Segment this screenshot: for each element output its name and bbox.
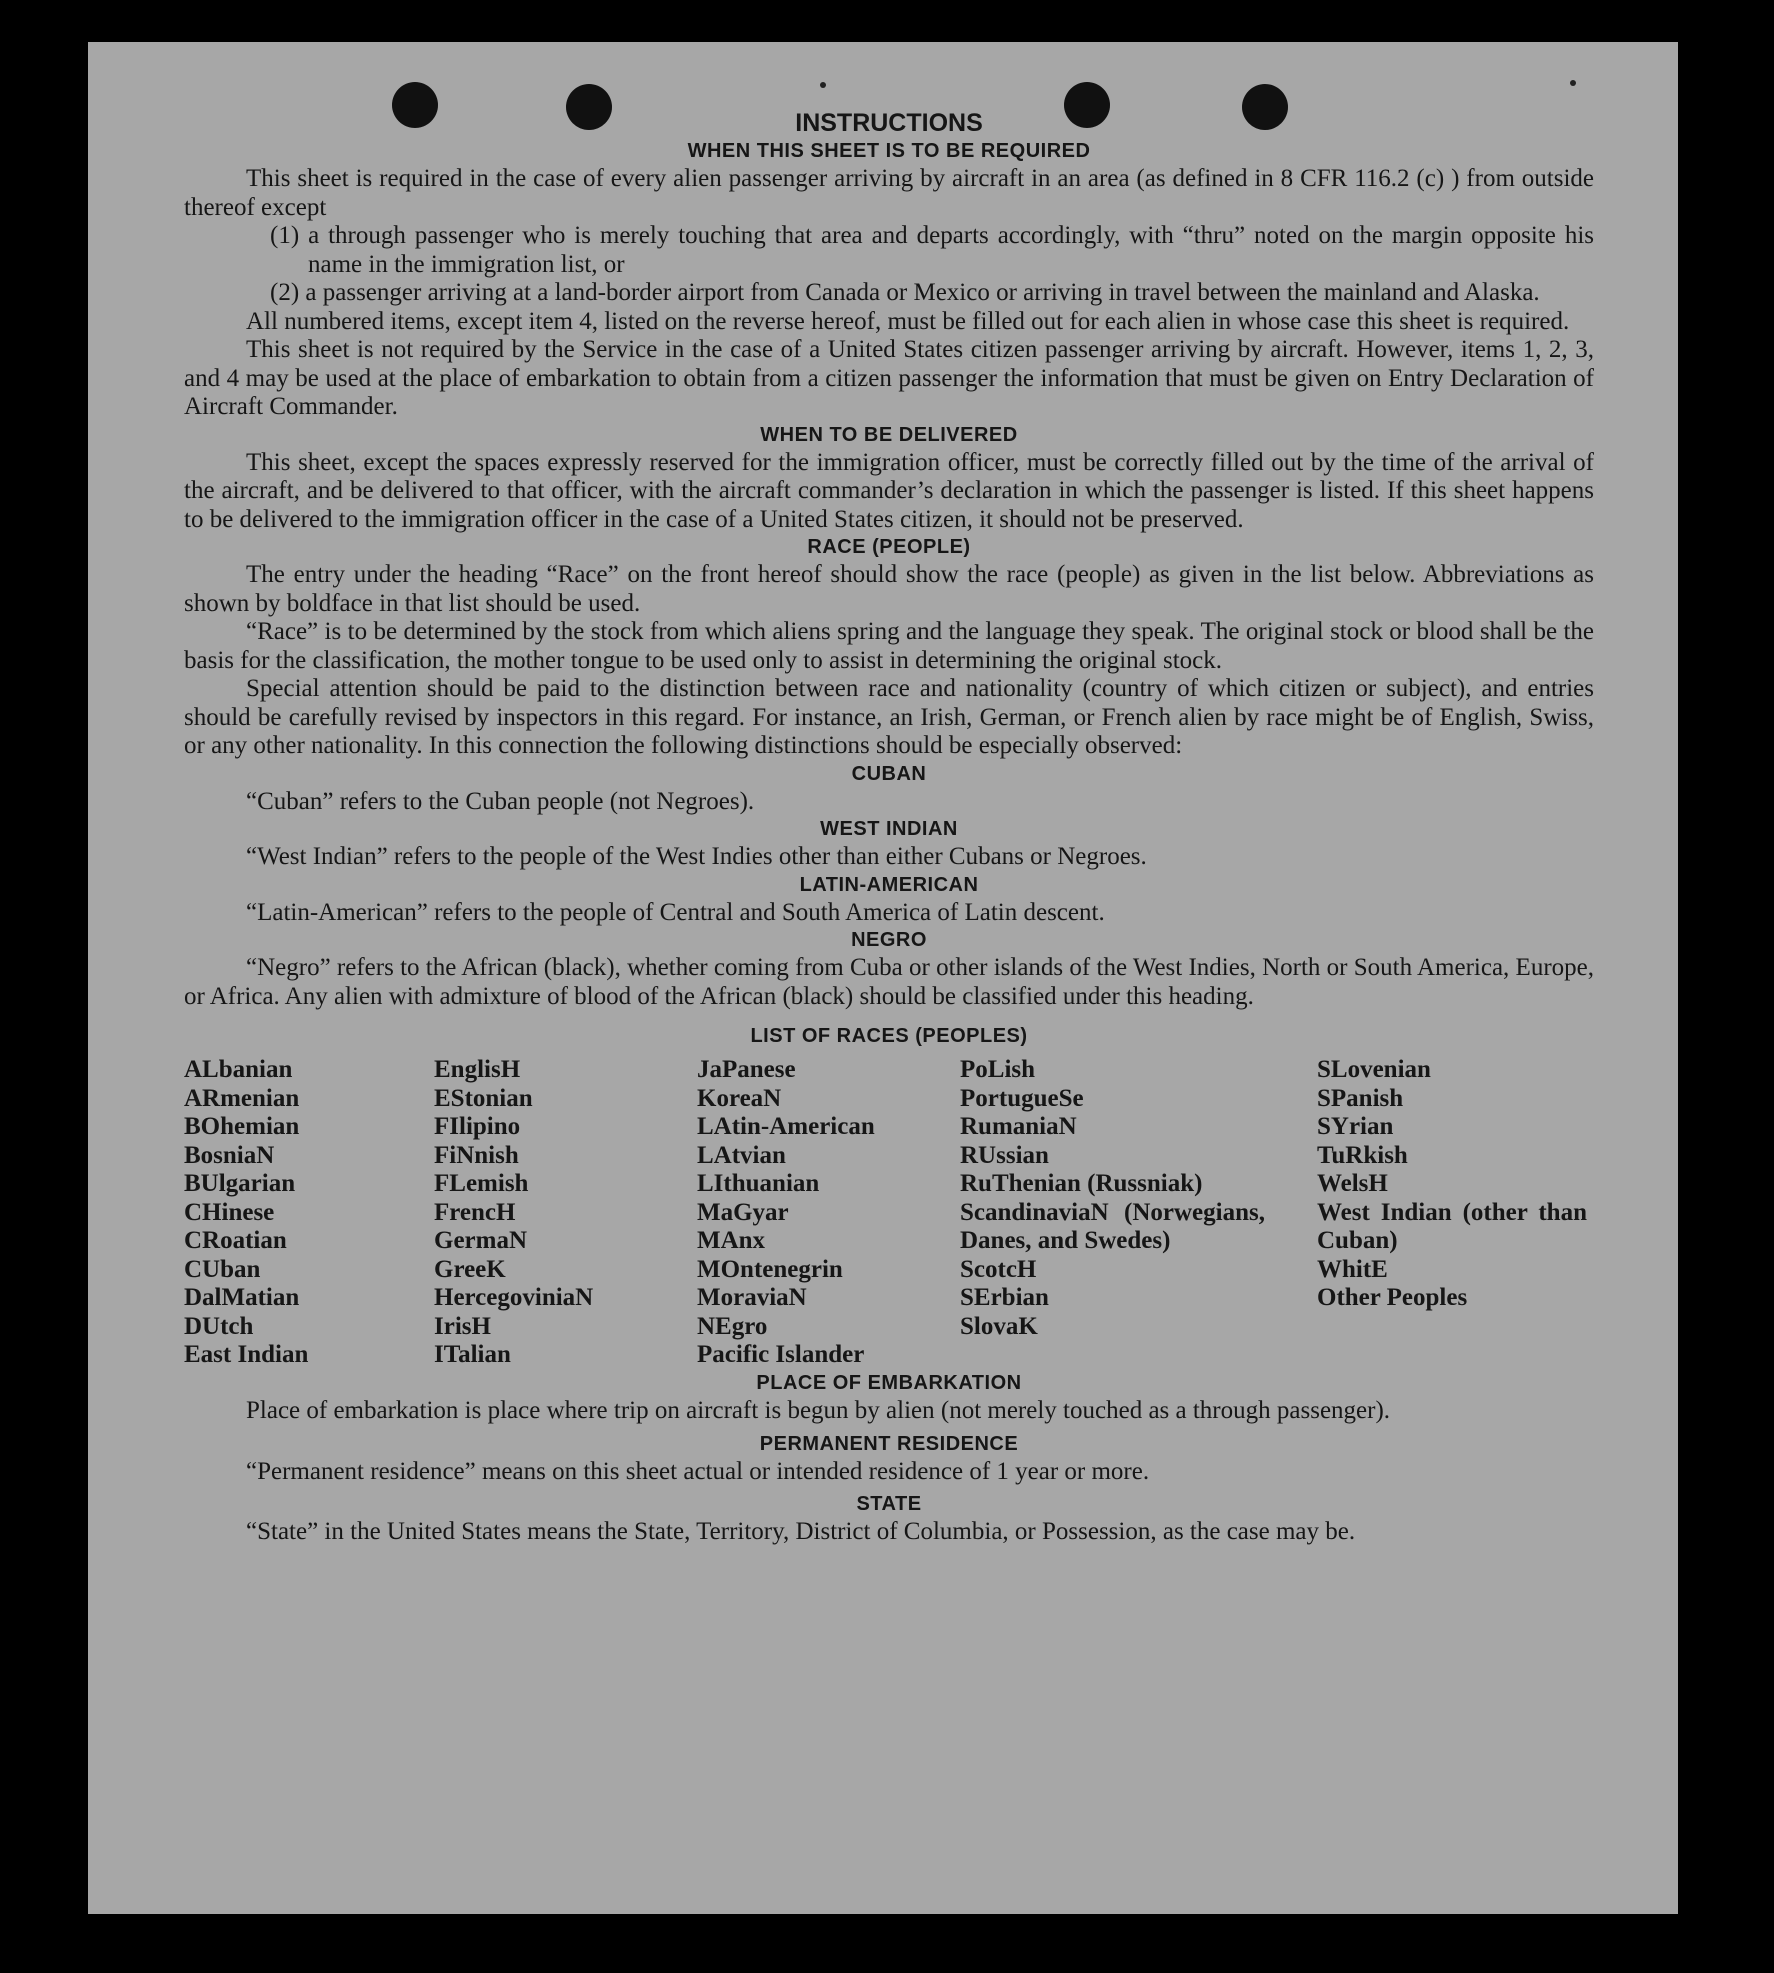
speck bbox=[820, 82, 826, 88]
heading-required: WHEN THIS SHEET IS TO BE REQUIRED bbox=[687, 140, 1091, 162]
race-entry: ARmenian bbox=[184, 1084, 300, 1112]
paragraph: “Cuban” refers to the Cuban people (not Negroes). bbox=[246, 787, 755, 815]
race-entry: BUlgarian bbox=[184, 1170, 296, 1197]
race-entry: HercegoviniaN bbox=[434, 1284, 594, 1311]
race-entry: Pacific Islander bbox=[697, 1341, 865, 1368]
paragraph: “Negro” refers to the African (black), whether coming from Cuba or other islands of the West Indies, North or South America, Europe, or Africa. Any alien with admixture of blood of the African (black) should be classified under this heading. bbox=[184, 954, 1594, 1010]
race-entry: SErbian bbox=[960, 1284, 1049, 1311]
race-column bbox=[1317, 1056, 1587, 1370]
speck bbox=[1570, 80, 1576, 86]
paragraph: This sheet is required in the case of every alien passenger arriving by aircraft in an area (as defined in 8 CFR 116.2 (c) ) from outside thereof except bbox=[184, 165, 1594, 221]
race-entry: SYrian bbox=[1317, 1113, 1394, 1140]
paragraph: This sheet, except the spaces expressly reserved for the immigration officer, must be correctly filled out by the time of the arrival of the aircraft, and be delivered to that officer, with the aircraft commander’s declaration in which the passenger is listed. If this sheet happens to be delivered to the immigration officer in the case of a United States citizen, it should not be preserved. bbox=[184, 448, 1594, 533]
exception-item: (1) a through passenger who is merely touching that area and departs accordingly, with “thru” noted on the margin opposite his name in the immigration list, or bbox=[270, 222, 1594, 278]
race-entry: RUssian bbox=[960, 1141, 1049, 1169]
paragraph: Special attention should be paid to the distinction between race and nationality (country of which citizen or subject), and entries should be carefully revised by inspectors in this regard. For instance, an Irish, German, or French alien by race might be of English, Swiss, or any other nationality. In this connection the following distinctions should be especially observed: bbox=[184, 675, 1594, 759]
heading-delivered: WHEN TO BE DELIVERED bbox=[760, 423, 1018, 446]
race-entry: LAtin-American bbox=[697, 1113, 875, 1140]
paragraph: “Permanent residence” means on this sheet actual or intended residence of 1 year or more. bbox=[246, 1458, 1150, 1485]
race-list bbox=[184, 1056, 1594, 1370]
race-entry: WelsH bbox=[1317, 1170, 1388, 1197]
race-entry: East Indian bbox=[184, 1341, 309, 1368]
heading-negro: NEGRO bbox=[851, 929, 927, 951]
race-entry: SLovenian bbox=[1317, 1056, 1431, 1083]
race-entry: ScotcH bbox=[960, 1255, 1037, 1283]
race-entry: GermaN bbox=[434, 1227, 528, 1254]
paragraph: “Latin-American” refers to the people of Central and South America of Latin descent. bbox=[246, 898, 1105, 926]
race-entry: DUtch bbox=[184, 1312, 254, 1340]
race-entry: ScandinaviaN (Norwegians, Danes, and Swedes) bbox=[960, 1198, 1265, 1254]
race-entry: CRoatian bbox=[184, 1227, 287, 1254]
race-entry: DalMatian bbox=[184, 1284, 300, 1311]
instruction-sheet bbox=[88, 42, 1678, 1914]
race-entry: EnglisH bbox=[434, 1056, 521, 1083]
race-entry: BosniaN bbox=[184, 1141, 275, 1169]
race-column bbox=[434, 1056, 697, 1370]
heading-latin-american: LATIN-AMERICAN bbox=[799, 873, 979, 896]
race-entry: ITalian bbox=[434, 1341, 511, 1368]
race-entry: TuRkish bbox=[1317, 1141, 1408, 1169]
page-title: INSTRUCTIONS bbox=[795, 109, 983, 137]
race-entry: CUban bbox=[184, 1255, 261, 1283]
race-column bbox=[960, 1056, 1265, 1370]
paragraph: “West Indian” refers to the people of the West Indies other than either Cubans or Negroes. bbox=[246, 843, 1147, 870]
race-entry: WhitE bbox=[1317, 1255, 1388, 1283]
paragraph: “Race” is to be determined by the stock from which aliens spring and the language they speak. The original stock or blood shall be the basis for the classification, the mother tongue to be used only to assist in determining the original stock. bbox=[184, 618, 1594, 674]
paragraph: The entry under the heading “Race” on the front hereof should show the race (people) as given in the list below. Abbreviations as shown by boldface in that list should be used. bbox=[184, 561, 1594, 617]
race-column bbox=[184, 1056, 434, 1370]
race-entry: SlovaK bbox=[960, 1312, 1038, 1340]
paragraph: This sheet is not required by the Service in the case of a United States citizen passenger arriving by aircraft. However, items 1, 2, 3, and 4 may be used at the place of embarkation to obtain from a citizen passenger the information that must be given on Entry Declaration of Aircraft Commander. bbox=[184, 336, 1594, 420]
race-column bbox=[697, 1056, 960, 1370]
race-entry: MoraviaN bbox=[697, 1284, 807, 1311]
race-entry: IrisH bbox=[434, 1312, 491, 1340]
document-body bbox=[184, 108, 1594, 1546]
race-entry: BOhemian bbox=[184, 1113, 300, 1140]
heading-cuban: CUBAN bbox=[851, 762, 927, 785]
race-entry: PoLish bbox=[960, 1056, 1036, 1083]
race-entry: SPanish bbox=[1317, 1084, 1404, 1112]
exception-item: (2) a passenger arriving at a land-border airport from Canada or Mexico or arriving in travel between the mainland and Alaska. bbox=[270, 279, 1540, 306]
race-entry: MAnx bbox=[697, 1227, 766, 1254]
heading-west-indian: WEST INDIAN bbox=[820, 818, 958, 840]
race-entry: KoreaN bbox=[697, 1084, 782, 1112]
race-entry: FIlipino bbox=[434, 1113, 521, 1140]
race-entry: PortugueSe bbox=[960, 1084, 1084, 1112]
race-entry: FLemish bbox=[434, 1170, 529, 1197]
race-entry: EStonian bbox=[434, 1084, 533, 1112]
race-entry: CHinese bbox=[184, 1198, 275, 1226]
heading-list-of-races: LIST OF RACES (PEOPLES) bbox=[750, 1025, 1028, 1047]
race-entry: FiNnish bbox=[434, 1141, 519, 1169]
paragraph: All numbered items, except item 4, listed on the reverse hereof, must be filled out for each alien in whose case this sheet is required. bbox=[246, 307, 1570, 335]
paragraph: Place of embarkation is place where trip on aircraft is begun by alien (not merely touched as a through passenger). bbox=[246, 1396, 1391, 1424]
race-entry: NEgro bbox=[697, 1312, 768, 1340]
heading-embarkation: PLACE OF EMBARKATION bbox=[756, 1371, 1022, 1394]
race-entry: LIthuanian bbox=[697, 1170, 820, 1197]
heading-race: RACE (PEOPLE) bbox=[807, 536, 971, 558]
heading-residence: PERMANENT RESIDENCE bbox=[759, 1433, 1019, 1455]
race-entry: MaGyar bbox=[697, 1198, 789, 1226]
race-entry: LAtvian bbox=[697, 1141, 786, 1169]
race-entry: JaPanese bbox=[697, 1056, 796, 1083]
race-entry: RumaniaN bbox=[960, 1113, 1077, 1140]
race-entry: GreeK bbox=[434, 1255, 506, 1283]
race-entry: ALbanian bbox=[184, 1056, 293, 1083]
race-entry: FrencH bbox=[434, 1198, 516, 1226]
race-entry: West Indian (other than Cuban) bbox=[1317, 1198, 1587, 1254]
heading-state: STATE bbox=[856, 1492, 922, 1515]
race-entry: Other Peoples bbox=[1317, 1284, 1468, 1311]
race-entry: RuThenian (Russniak) bbox=[960, 1170, 1203, 1197]
paragraph: “State” in the United States means the State, Territory, District of Columbia, or Possession, as the case may be. bbox=[246, 1517, 1356, 1545]
race-entry: MOntenegrin bbox=[697, 1255, 843, 1283]
